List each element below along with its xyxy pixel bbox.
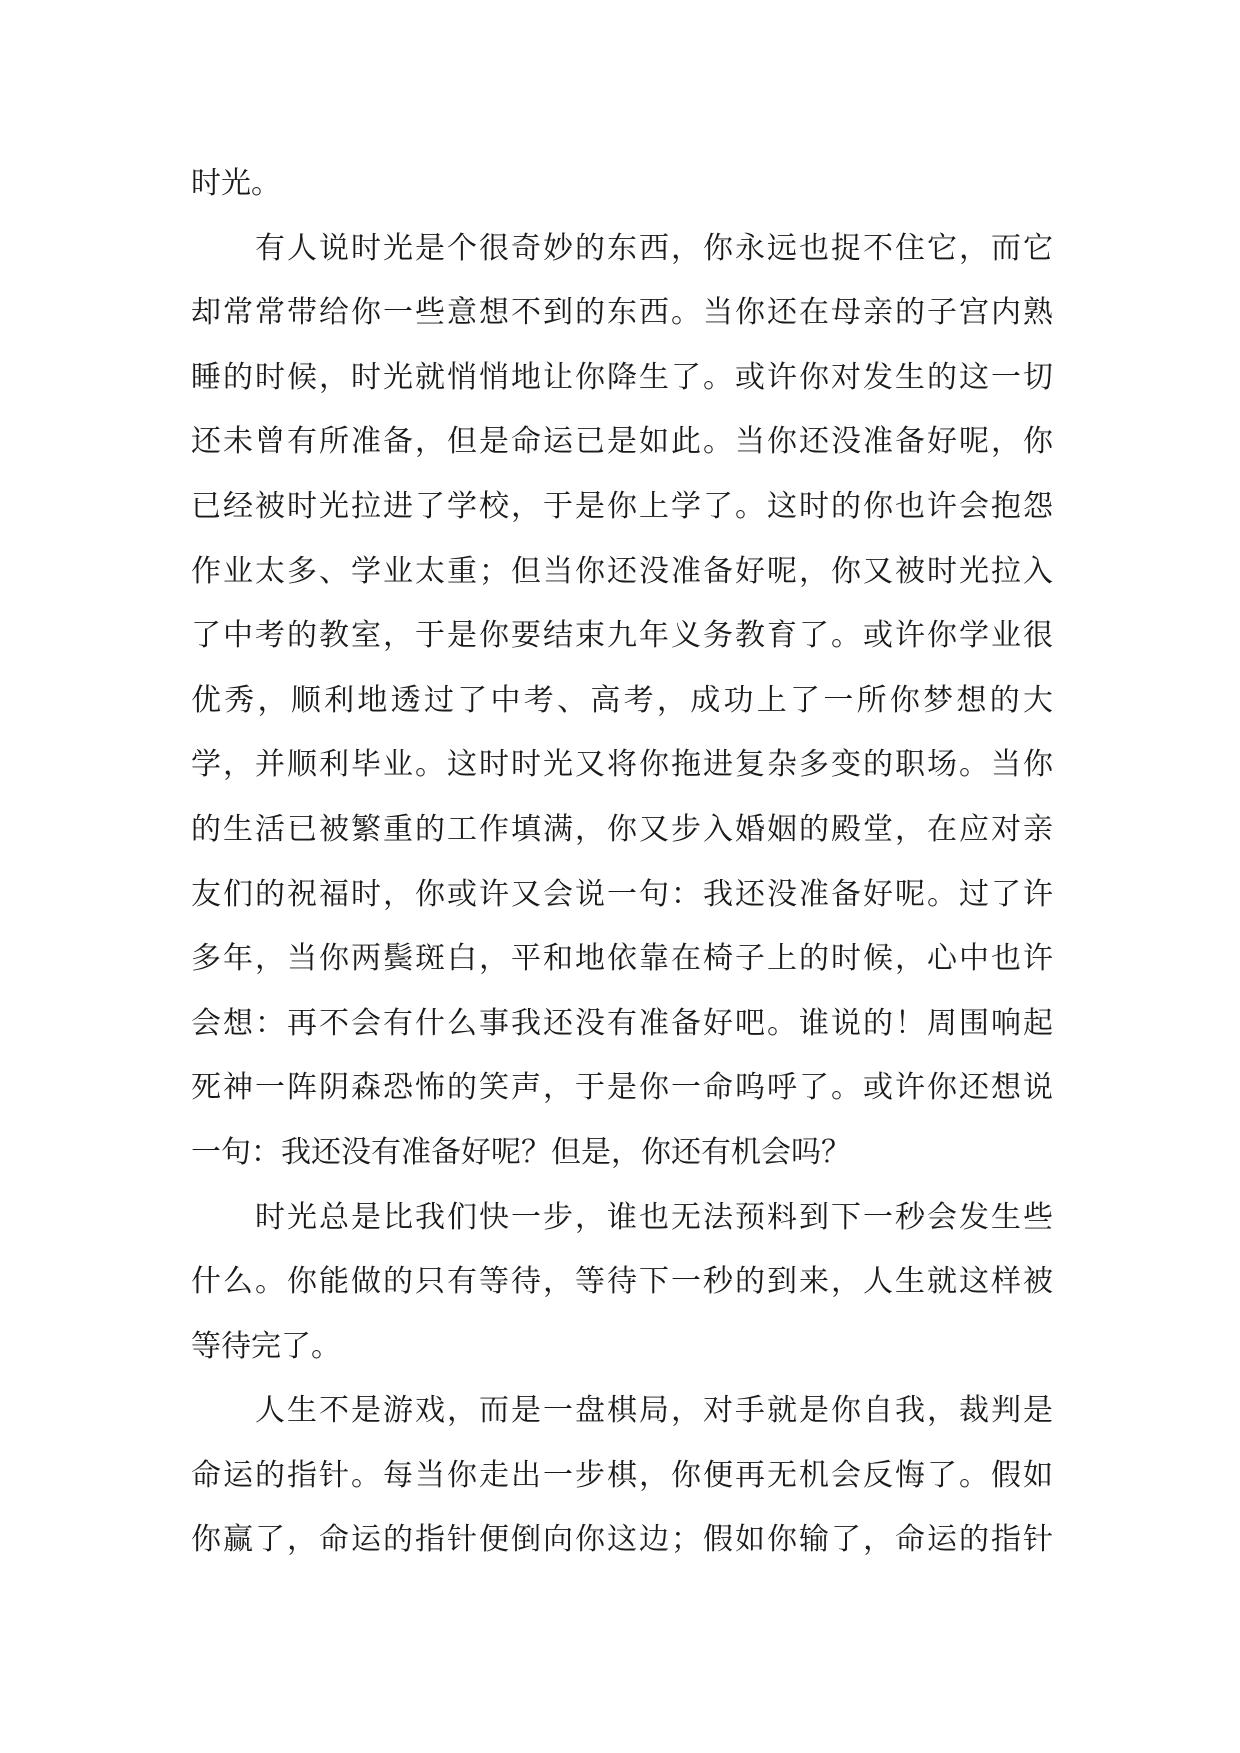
text-line: 的生活已被繁重的工作填满，你又步入婚姻的殿堂，在应对亲	[191, 811, 1053, 847]
text-line: 会想：再不会有什么事我还没有准备好吧。谁说的！周围响起	[191, 1005, 1053, 1041]
text-line: 时光。	[191, 166, 281, 201]
text-line: 你赢了，命运的指针便倒向你这边；假如你输了，命运的指针	[191, 1522, 1053, 1558]
text-line: 已经被时光拉进了学校，于是你上学了。这时的你也许会抱怨	[191, 488, 1053, 524]
paragraph-first-line: 时光总是比我们快一步，谁也无法预料到下一秒会发生些	[255, 1199, 1053, 1235]
text-line: 作业太多、学业太重；但当你还没准备好呢，你又被时光拉入	[191, 553, 1053, 589]
text-line: 友们的祝福时，你或许又会说一句：我还没准备好呢。过了许	[191, 876, 1053, 912]
text-line: 等待完了。	[191, 1328, 341, 1364]
body-text	[191, 152, 1053, 1573]
text-line: 多年，当你两鬓斑白，平和地依靠在椅子上的时候，心中也许	[191, 941, 1053, 977]
paragraph-first-line: 人生不是游戏，而是一盘棋局，对手就是你自我，裁判是	[255, 1393, 1053, 1429]
text-line: 还未曾有所准备，但是命运已是如此。当你还没准备好呢，你	[191, 424, 1053, 460]
text-line: 一句：我还没有准备好呢？但是，你还有机会吗？	[191, 1134, 851, 1170]
text-line: 睡的时候，时光就悄悄地让你降生了。或许你对发生的这一切	[191, 359, 1053, 395]
text-line: 学，并顺利毕业。这时时光又将你拖进复杂多变的职场。当你	[191, 747, 1053, 783]
text-line: 却常常带给你一些意想不到的东西。当你还在母亲的子宫内熟	[191, 295, 1053, 331]
text-line: 什么。你能做的只有等待，等待下一秒的到来，人生就这样被	[191, 1264, 1053, 1300]
paragraph-first-line: 有人说时光是个很奇妙的东西，你永远也捉不住它，而它	[255, 230, 1053, 266]
text-line: 命运的指针。每当你走出一步棋，你便再无机会反悔了。假如	[191, 1457, 1053, 1493]
text-line: 优秀，顺利地透过了中考、高考，成功上了一所你梦想的大	[191, 682, 1053, 718]
text-line: 死神一阵阴森恐怖的笑声，于是你一命呜呼了。或许你还想说	[191, 1070, 1053, 1106]
text-line: 了中考的教室，于是你要结束九年义务教育了。或许你学业很	[191, 618, 1053, 654]
